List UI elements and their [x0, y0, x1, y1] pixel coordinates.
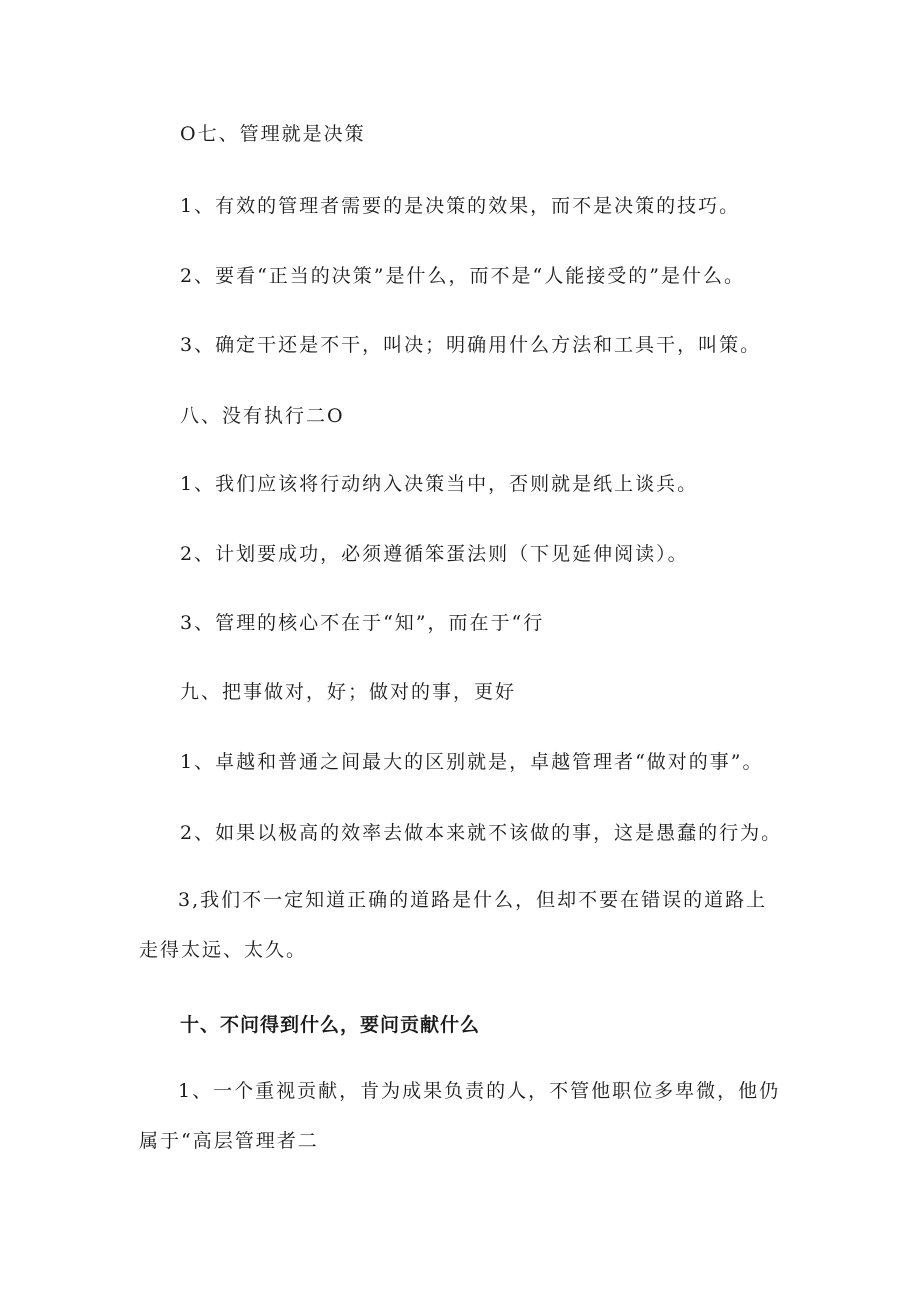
list-item: 1、有效的管理者需要的是决策的效果，而不是决策的技巧。	[180, 195, 741, 217]
list-item: 2、计划要成功，必须遵循笨蛋法则（下见延伸阅读）。	[180, 543, 689, 565]
section-heading-8: 八、没有执行二O	[180, 405, 345, 427]
section-heading-9: 九、把事做对，好；做对的事，更好	[180, 681, 517, 703]
list-item-paragraph: 1、一个重视贡献，肯为成果负责的人，不管他职位多卑微，他仍属于“高层管理者二	[139, 1080, 781, 1152]
section-heading-10: 十、不问得到什么，要问贡献什么	[180, 1014, 481, 1036]
list-item: 1、卓越和普通之间最大的区别就是，卓越管理者“做对的事”。	[180, 751, 764, 773]
list-item: 3、管理的核心不在于“知”，而在于“行	[180, 612, 545, 634]
list-item: 3、确定干还是不干，叫决；明确用什么方法和工具干，叫策。	[180, 334, 762, 356]
section-heading-7: O七、管理就是决策	[180, 123, 366, 145]
list-item: 1、我们应该将行动纳入决策当中，否则就是纸上谈兵。	[180, 473, 699, 495]
list-item-paragraph: 3,我们不一定知道正确的道路是什么，但却不要在错误的道路上走得太远、太久。	[139, 889, 768, 961]
list-item: 2、如果以极高的效率去做本来就不该做的事，这是愚蠢的行为。	[180, 822, 783, 844]
list-item: 2、要看“正当的决策”是什么，而不是“人能接受的”是什么。	[180, 265, 745, 287]
